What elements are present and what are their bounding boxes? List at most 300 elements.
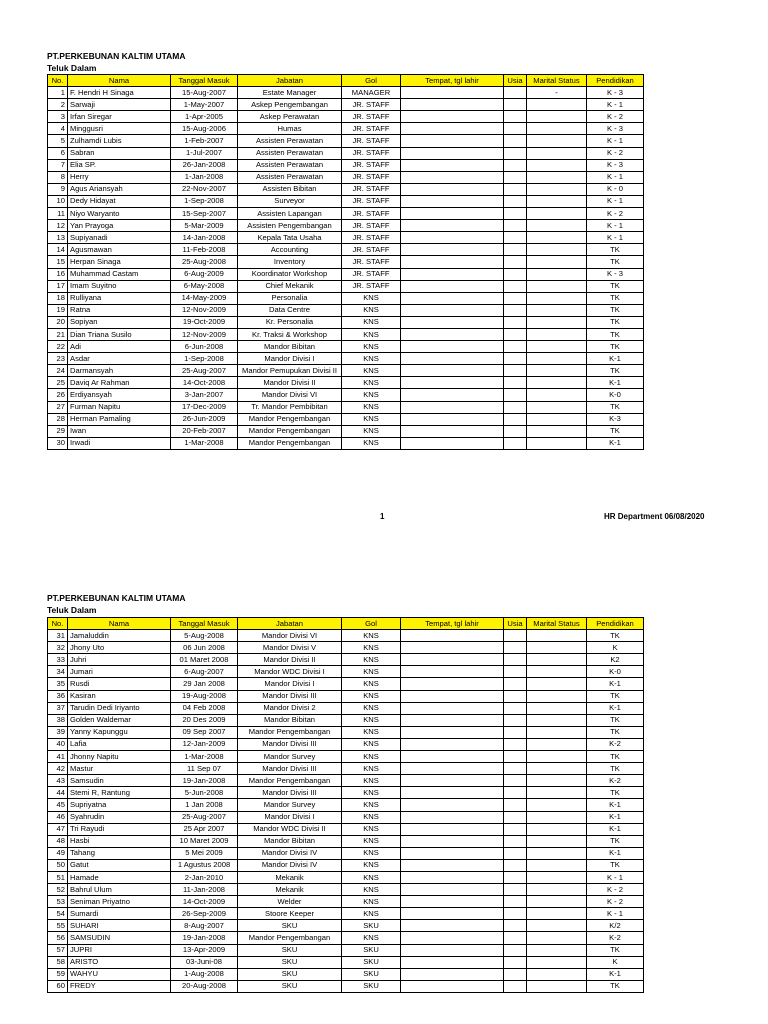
cell-pendidikan: K/2: [587, 920, 644, 932]
cell-pendidikan: K-1: [587, 847, 644, 859]
cell-no: 51: [48, 871, 68, 883]
cell-usia: [504, 702, 527, 714]
cell-usia: [504, 171, 527, 183]
cell-pendidikan: TK: [587, 244, 644, 256]
cell-jabatan: Kepala Tata Usaha: [238, 232, 342, 244]
cell-tanggal-masuk: 25-Aug-2008: [171, 256, 238, 268]
table-row: [48, 183, 644, 195]
cell-marital-status: [527, 775, 587, 787]
cell-tempat-tgl-lahir: [401, 87, 504, 99]
cell-pendidikan: K - 2: [587, 884, 644, 896]
cell-usia: [504, 920, 527, 932]
cell-tanggal-masuk: 6-Aug-2009: [171, 268, 238, 280]
cell-tanggal-masuk: 06 Jun 2008: [171, 642, 238, 654]
cell-tempat-tgl-lahir: [401, 787, 504, 799]
cell-marital-status: [527, 847, 587, 859]
table-row: [48, 316, 644, 328]
cell-pendidikan: TK: [587, 401, 644, 413]
cell-tanggal-masuk: 25-Aug-2007: [171, 365, 238, 377]
cell-no: 60: [48, 980, 68, 992]
cell-tempat-tgl-lahir: [401, 159, 504, 171]
table-row: [48, 823, 644, 835]
cell-tempat-tgl-lahir: [401, 980, 504, 992]
cell-nama: Adi: [68, 341, 171, 353]
cell-no: 44: [48, 787, 68, 799]
cell-gol: KNS: [342, 702, 401, 714]
cell-jabatan: Mandor Survey: [238, 751, 342, 763]
cell-marital-status: [527, 956, 587, 968]
cell-marital-status: [527, 980, 587, 992]
cell-marital-status: [527, 763, 587, 775]
cell-jabatan: Accounting: [238, 244, 342, 256]
cell-pendidikan: K - 3: [587, 268, 644, 280]
cell-gol: KNS: [342, 328, 401, 340]
cell-jabatan: Humas: [238, 123, 342, 135]
cell-marital-status: [527, 280, 587, 292]
cell-pendidikan: K - 3: [587, 159, 644, 171]
cell-jabatan: Mandor Divisi I: [238, 811, 342, 823]
cell-nama: Furman Napitu: [68, 401, 171, 413]
cell-marital-status: [527, 304, 587, 316]
cell-usia: [504, 932, 527, 944]
cell-usia: [504, 835, 527, 847]
cell-marital-status: [527, 871, 587, 883]
cell-tempat-tgl-lahir: [401, 690, 504, 702]
cell-marital-status: [527, 884, 587, 896]
cell-marital-status: [527, 666, 587, 678]
cell-nama: Yan Prayoga: [68, 220, 171, 232]
header-row: [48, 618, 644, 630]
cell-nama: WAHYU: [68, 968, 171, 980]
cell-marital-status: [527, 835, 587, 847]
header-pendidikan: Pendidikan: [587, 618, 644, 630]
table-row: [48, 787, 644, 799]
cell-no: 21: [48, 328, 68, 340]
cell-gol: KNS: [342, 775, 401, 787]
cell-gol: KNS: [342, 654, 401, 666]
cell-no: 15: [48, 256, 68, 268]
cell-nama: Gatut: [68, 859, 171, 871]
cell-pendidikan: K - 1: [587, 135, 644, 147]
cell-no: 28: [48, 413, 68, 425]
cell-usia: [504, 642, 527, 654]
cell-pendidikan: K-1: [587, 437, 644, 449]
cell-jabatan: Mandor Divisi 2: [238, 702, 342, 714]
cell-pendidikan: K-1: [587, 353, 644, 365]
cell-marital-status: [527, 268, 587, 280]
cell-usia: [504, 630, 527, 642]
table-row: [48, 702, 644, 714]
cell-jabatan: SKU: [238, 980, 342, 992]
table-row: [48, 932, 644, 944]
cell-jabatan: Assisten Perawatan: [238, 171, 342, 183]
cell-pendidikan: K - 3: [587, 87, 644, 99]
cell-no: 24: [48, 365, 68, 377]
cell-tanggal-masuk: 15-Aug-2007: [171, 87, 238, 99]
cell-no: 54: [48, 908, 68, 920]
cell-jabatan: Stoore Keeper: [238, 908, 342, 920]
cell-gol: JR. STAFF: [342, 220, 401, 232]
cell-pendidikan: K - 1: [587, 171, 644, 183]
cell-usia: [504, 99, 527, 111]
cell-pendidikan: TK: [587, 316, 644, 328]
table-row: [48, 244, 644, 256]
cell-pendidikan: K-2: [587, 932, 644, 944]
header-no: No.: [48, 618, 68, 630]
cell-pendidikan: K - 1: [587, 908, 644, 920]
cell-marital-status: [527, 353, 587, 365]
header-jabatan: Jabatan: [238, 618, 342, 630]
cell-jabatan: Assisten Pengembangan: [238, 220, 342, 232]
table-row: [48, 859, 644, 871]
cell-usia: [504, 787, 527, 799]
cell-tempat-tgl-lahir: [401, 714, 504, 726]
cell-no: 56: [48, 932, 68, 944]
cell-gol: KNS: [342, 932, 401, 944]
cell-usia: [504, 292, 527, 304]
cell-jabatan: Mandor Pemupukan Divisi II: [238, 365, 342, 377]
cell-nama: Yanny Kapunggu: [68, 726, 171, 738]
cell-no: 4: [48, 123, 68, 135]
cell-tanggal-masuk: 11-Jan-2008: [171, 884, 238, 896]
cell-tempat-tgl-lahir: [401, 763, 504, 775]
cell-jabatan: Personalia: [238, 292, 342, 304]
cell-no: 30: [48, 437, 68, 449]
table-row: [48, 87, 644, 99]
cell-nama: Imam Suyitno: [68, 280, 171, 292]
cell-tempat-tgl-lahir: [401, 244, 504, 256]
cell-gol: KNS: [342, 799, 401, 811]
table-row: [48, 268, 644, 280]
cell-gol: SKU: [342, 980, 401, 992]
cell-marital-status: [527, 389, 587, 401]
cell-tanggal-masuk: 19-Oct-2009: [171, 316, 238, 328]
cell-tempat-tgl-lahir: [401, 859, 504, 871]
cell-tanggal-masuk: 12-Nov-2009: [171, 304, 238, 316]
cell-jabatan: Mandor WDC Divisi I: [238, 666, 342, 678]
cell-nama: Minggusri: [68, 123, 171, 135]
table-row: [48, 123, 644, 135]
cell-tempat-tgl-lahir: [401, 811, 504, 823]
cell-marital-status: [527, 244, 587, 256]
cell-nama: JUPRI: [68, 944, 171, 956]
cell-gol: SKU: [342, 968, 401, 980]
cell-no: 31: [48, 630, 68, 642]
cell-no: 23: [48, 353, 68, 365]
cell-jabatan: Chief Mekanik: [238, 280, 342, 292]
header-tempat-tgl-lahir: Tempat, tgl lahir: [401, 618, 504, 630]
cell-pendidikan: TK: [587, 280, 644, 292]
cell-nama: Herman Pamaling: [68, 413, 171, 425]
cell-nama: Tarudin Dedi Iriyanto: [68, 702, 171, 714]
cell-no: 55: [48, 920, 68, 932]
cell-tempat-tgl-lahir: [401, 377, 504, 389]
cell-marital-status: [527, 341, 587, 353]
cell-usia: [504, 956, 527, 968]
cell-gol: KNS: [342, 726, 401, 738]
cell-tanggal-masuk: 03-Juni-08: [171, 956, 238, 968]
cell-no: 14: [48, 244, 68, 256]
cell-gol: KNS: [342, 908, 401, 920]
cell-gol: JR. STAFF: [342, 147, 401, 159]
cell-jabatan: Mandor Divisi III: [238, 787, 342, 799]
table-row: [48, 232, 644, 244]
cell-tempat-tgl-lahir: [401, 195, 504, 207]
cell-jabatan: Assisten Lapangan: [238, 208, 342, 220]
cell-usia: [504, 884, 527, 896]
cell-tanggal-masuk: 1-Jan-2008: [171, 171, 238, 183]
cell-tempat-tgl-lahir: [401, 413, 504, 425]
cell-nama: Stemi R, Rantung: [68, 787, 171, 799]
cell-no: 52: [48, 884, 68, 896]
cell-usia: [504, 896, 527, 908]
cell-nama: Darmansyah: [68, 365, 171, 377]
cell-no: 29: [48, 425, 68, 437]
cell-usia: [504, 353, 527, 365]
page-number: 1: [380, 512, 385, 521]
cell-jabatan: Mandor Divisi IV: [238, 859, 342, 871]
cell-nama: Hasbi: [68, 835, 171, 847]
hr-department-footer: HR Department 06/08/2020: [604, 512, 705, 521]
cell-tanggal-masuk: 8-Aug-2007: [171, 920, 238, 932]
cell-tanggal-masuk: 10 Maret 2009: [171, 835, 238, 847]
cell-no: 59: [48, 968, 68, 980]
cell-gol: KNS: [342, 389, 401, 401]
cell-gol: KNS: [342, 811, 401, 823]
cell-nama: FREDY: [68, 980, 171, 992]
cell-pendidikan: TK: [587, 726, 644, 738]
table-row: [48, 208, 644, 220]
cell-jabatan: Estate Manager: [238, 87, 342, 99]
table-row: [48, 920, 644, 932]
cell-marital-status: [527, 920, 587, 932]
cell-usia: [504, 437, 527, 449]
table-row: [48, 714, 644, 726]
cell-no: 35: [48, 678, 68, 690]
cell-no: 45: [48, 799, 68, 811]
cell-tanggal-masuk: 26-Jun-2009: [171, 413, 238, 425]
cell-pendidikan: TK: [587, 630, 644, 642]
cell-tanggal-masuk: 1-Mar-2008: [171, 751, 238, 763]
cell-tempat-tgl-lahir: [401, 425, 504, 437]
header-tanggal-masuk: Tanggal Masuk: [171, 75, 238, 87]
employee-table: [47, 74, 644, 450]
cell-pendidikan: TK: [587, 751, 644, 763]
cell-pendidikan: K - 1: [587, 99, 644, 111]
table-row: [48, 135, 644, 147]
cell-marital-status: [527, 932, 587, 944]
location-name: Teluk Dalam: [47, 605, 97, 615]
cell-tanggal-masuk: 5-Aug-2008: [171, 630, 238, 642]
cell-marital-status: [527, 823, 587, 835]
cell-nama: Sopiyan: [68, 316, 171, 328]
cell-no: 47: [48, 823, 68, 835]
cell-gol: JR. STAFF: [342, 183, 401, 195]
cell-jabatan: Assisten Perawatan: [238, 159, 342, 171]
cell-usia: [504, 871, 527, 883]
cell-usia: [504, 268, 527, 280]
cell-usia: [504, 751, 527, 763]
cell-nama: Niyo Waryanto: [68, 208, 171, 220]
cell-gol: KNS: [342, 401, 401, 413]
cell-tanggal-masuk: 1-Aug-2008: [171, 968, 238, 980]
table-row: [48, 377, 644, 389]
cell-nama: Syahrudin: [68, 811, 171, 823]
cell-no: 13: [48, 232, 68, 244]
cell-no: 5: [48, 135, 68, 147]
cell-marital-status: [527, 425, 587, 437]
cell-usia: [504, 377, 527, 389]
cell-gol: JR. STAFF: [342, 99, 401, 111]
cell-marital-status: [527, 195, 587, 207]
table-row: [48, 775, 644, 787]
cell-gol: JR. STAFF: [342, 208, 401, 220]
cell-tanggal-masuk: 25 Apr 2007: [171, 823, 238, 835]
cell-tempat-tgl-lahir: [401, 920, 504, 932]
table-row: [48, 413, 644, 425]
cell-tanggal-masuk: 13-Apr-2009: [171, 944, 238, 956]
cell-usia: [504, 328, 527, 340]
cell-pendidikan: K - 1: [587, 220, 644, 232]
cell-marital-status: [527, 159, 587, 171]
cell-marital-status: [527, 220, 587, 232]
table-row: [48, 871, 644, 883]
table-row: [48, 171, 644, 183]
cell-jabatan: Welder: [238, 896, 342, 908]
table-row: [48, 666, 644, 678]
cell-jabatan: Mandor Divisi VI: [238, 630, 342, 642]
cell-usia: [504, 666, 527, 678]
table-row: [48, 726, 644, 738]
cell-jabatan: SKU: [238, 968, 342, 980]
cell-tempat-tgl-lahir: [401, 341, 504, 353]
cell-usia: [504, 159, 527, 171]
header-row: [48, 75, 644, 87]
cell-no: 38: [48, 714, 68, 726]
table-row: [48, 328, 644, 340]
cell-jabatan: Mandor Bibitan: [238, 714, 342, 726]
cell-tanggal-masuk: 6-Jun-2008: [171, 341, 238, 353]
cell-tanggal-masuk: 1-Mar-2008: [171, 437, 238, 449]
cell-gol: JR. STAFF: [342, 268, 401, 280]
cell-pendidikan: TK: [587, 714, 644, 726]
cell-pendidikan: K - 0: [587, 183, 644, 195]
cell-usia: [504, 968, 527, 980]
table-row: [48, 401, 644, 413]
cell-tempat-tgl-lahir: [401, 365, 504, 377]
cell-gol: KNS: [342, 763, 401, 775]
cell-usia: [504, 799, 527, 811]
cell-marital-status: [527, 714, 587, 726]
cell-jabatan: SKU: [238, 944, 342, 956]
cell-usia: [504, 183, 527, 195]
cell-tanggal-masuk: 26-Jan-2008: [171, 159, 238, 171]
cell-pendidikan: K-1: [587, 377, 644, 389]
cell-tanggal-masuk: 14-Oct-2009: [171, 896, 238, 908]
cell-usia: [504, 232, 527, 244]
cell-nama: SAMSUDIN: [68, 932, 171, 944]
cell-nama: Asdar: [68, 353, 171, 365]
cell-pendidikan: TK: [587, 365, 644, 377]
cell-tempat-tgl-lahir: [401, 666, 504, 678]
cell-usia: [504, 944, 527, 956]
cell-jabatan: Mandor Divisi III: [238, 763, 342, 775]
cell-no: 50: [48, 859, 68, 871]
cell-tanggal-masuk: 1 Jan 2008: [171, 799, 238, 811]
cell-tanggal-masuk: 20-Aug-2008: [171, 980, 238, 992]
cell-gol: KNS: [342, 738, 401, 750]
cell-tempat-tgl-lahir: [401, 316, 504, 328]
cell-jabatan: Assisten Perawatan: [238, 135, 342, 147]
cell-pendidikan: K-0: [587, 666, 644, 678]
cell-no: 42: [48, 763, 68, 775]
cell-tempat-tgl-lahir: [401, 642, 504, 654]
cell-tanggal-masuk: 1-Sep-2008: [171, 195, 238, 207]
cell-jabatan: Kr. Personalia: [238, 316, 342, 328]
cell-jabatan: Mandor Divisi VI: [238, 389, 342, 401]
cell-no: 16: [48, 268, 68, 280]
cell-jabatan: Mandor Divisi III: [238, 690, 342, 702]
cell-tempat-tgl-lahir: [401, 944, 504, 956]
cell-pendidikan: K-2: [587, 775, 644, 787]
table-row: [48, 147, 644, 159]
cell-marital-status: [527, 401, 587, 413]
table-row: [48, 678, 644, 690]
cell-no: 17: [48, 280, 68, 292]
cell-pendidikan: K-2: [587, 738, 644, 750]
cell-no: 49: [48, 847, 68, 859]
cell-jabatan: Mandor Divisi II: [238, 654, 342, 666]
cell-tempat-tgl-lahir: [401, 389, 504, 401]
cell-tanggal-masuk: 1 Agustus 2008: [171, 859, 238, 871]
cell-gol: KNS: [342, 884, 401, 896]
table-row: [48, 956, 644, 968]
cell-usia: [504, 220, 527, 232]
cell-pendidikan: K - 3: [587, 123, 644, 135]
cell-tempat-tgl-lahir: [401, 171, 504, 183]
cell-gol: KNS: [342, 666, 401, 678]
cell-jabatan: Mandor Divisi I: [238, 353, 342, 365]
cell-no: 32: [48, 642, 68, 654]
cell-nama: Mastur: [68, 763, 171, 775]
cell-nama: Bahrul Ulum: [68, 884, 171, 896]
cell-gol: KNS: [342, 642, 401, 654]
cell-usia: [504, 280, 527, 292]
cell-tempat-tgl-lahir: [401, 328, 504, 340]
cell-pendidikan: K-1: [587, 823, 644, 835]
cell-pendidikan: K - 1: [587, 232, 644, 244]
cell-pendidikan: TK: [587, 763, 644, 775]
cell-tempat-tgl-lahir: [401, 111, 504, 123]
cell-tanggal-masuk: 1-May-2007: [171, 99, 238, 111]
table-row: [48, 738, 644, 750]
cell-nama: Kasiran: [68, 690, 171, 702]
header-nama: Nama: [68, 618, 171, 630]
cell-jabatan: SKU: [238, 956, 342, 968]
cell-pendidikan: TK: [587, 328, 644, 340]
cell-tanggal-masuk: 22-Nov-2007: [171, 183, 238, 195]
cell-gol: JR. STAFF: [342, 135, 401, 147]
cell-tempat-tgl-lahir: [401, 956, 504, 968]
cell-pendidikan: K-1: [587, 811, 644, 823]
table-row: [48, 280, 644, 292]
table-row: [48, 799, 644, 811]
cell-nama: Agus Ariansyah: [68, 183, 171, 195]
cell-marital-status: [527, 690, 587, 702]
cell-tanggal-masuk: 14-Jan-2008: [171, 232, 238, 244]
cell-nama: Ratna: [68, 304, 171, 316]
cell-gol: KNS: [342, 835, 401, 847]
